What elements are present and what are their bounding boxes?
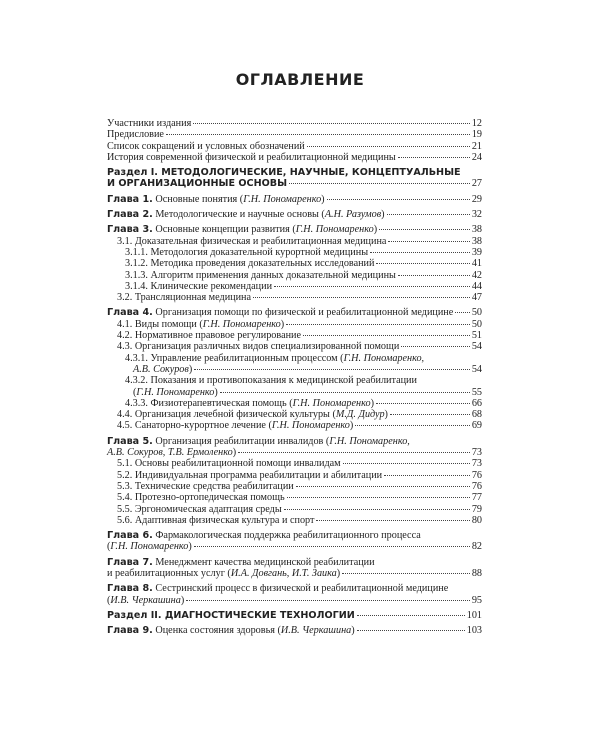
page-number: 76 (471, 480, 482, 492)
toc-text: ) (384, 409, 388, 421)
dot-leader (398, 275, 470, 276)
page-number: 38 (471, 235, 482, 247)
dot-leader (401, 346, 470, 347)
dot-leader (370, 252, 470, 253)
toc-author: И.В. Черкашина (280, 625, 352, 637)
toc-author: И.В. Черкашина (110, 594, 181, 606)
toc-text: 3.1.2. Методика проведения доказательных исследований (125, 258, 375, 270)
toc-text: 5.4. Протезно-ортопедическая помощь (117, 492, 285, 504)
page-number: 29 (471, 193, 482, 205)
toc-author: Г.Н. Пономаренко, (329, 435, 410, 447)
toc-author: Г.Н. Пономаренко, (343, 352, 425, 364)
toc-text: Участники издания (107, 118, 192, 129)
dot-leader (238, 452, 470, 453)
dot-leader (307, 146, 470, 147)
page-number: 24 (471, 151, 482, 163)
toc-text: ) (214, 386, 218, 398)
page-number: 21 (471, 140, 482, 152)
toc-entry[interactable] (107, 236, 482, 247)
toc-entry[interactable] (107, 330, 482, 341)
page-number: 19 (471, 129, 482, 141)
toc-entry[interactable] (107, 458, 482, 469)
toc-text: 5.1. Основы реабилитационной помощи инвалидам (117, 458, 341, 470)
toc-text: Список сокращений и условных обозначений (107, 140, 305, 152)
toc-text: ) (381, 209, 385, 221)
toc-author: Г.Н. Пономаренко (136, 386, 215, 398)
dot-leader (220, 392, 470, 393)
toc-entry[interactable] (107, 292, 482, 303)
toc-entry[interactable] (107, 470, 482, 481)
page-number: 27 (471, 178, 482, 190)
toc-entry[interactable] (107, 141, 482, 152)
toc-text: Сестринский процесс в физической и реабилитационной медицине (152, 583, 449, 595)
dot-leader (455, 312, 470, 313)
toc-author: И.А. Довгань, И.Т. Заика (230, 567, 337, 579)
page-number: 101 (466, 609, 482, 621)
dot-leader (388, 241, 469, 242)
toc-entry[interactable] (107, 492, 482, 503)
toc-text: ( (133, 386, 137, 398)
toc-entry[interactable] (107, 319, 482, 330)
toc-text: 4.1. Виды помощи ( (117, 318, 203, 330)
dot-leader (194, 546, 470, 547)
page-number: 39 (471, 246, 482, 258)
page-number: 73 (471, 458, 482, 470)
toc-author: Г.Н. Пономаренко (202, 318, 281, 330)
toc-entry[interactable] (107, 118, 482, 129)
toc-bold-text: Глава 6. (107, 530, 153, 542)
toc-author: Г.Н. Пономаренко (110, 541, 189, 553)
dot-leader (186, 600, 470, 601)
dot-leader (287, 497, 470, 498)
page-number: 42 (471, 269, 482, 281)
toc-entry[interactable] (107, 530, 482, 553)
toc-entry[interactable] (107, 224, 482, 235)
toc-author: Г.Н. Пономаренко (271, 420, 350, 432)
toc-author: Г.Н. Пономаренко (292, 397, 371, 409)
toc-author: А.В. Сокуров (133, 363, 189, 375)
toc-entry[interactable] (107, 247, 482, 258)
dot-leader (357, 615, 465, 616)
toc-bold-text: Раздел I. МЕТОДОЛОГИЧЕСКИЕ, НАУЧНЫЕ, КОНЦЕПТУАЛЬНЫЕ (107, 167, 461, 179)
toc-bold-text: Глава 8. (107, 583, 153, 595)
toc-text: 3.1.1. Методология доказательной курортной медицины (125, 246, 369, 258)
toc-text: Методологические и научные основы ( (152, 209, 325, 221)
toc-section-entry[interactable] (107, 610, 482, 621)
toc-text: Оценка состояния здоровья ( (152, 625, 281, 637)
toc-entry[interactable] (107, 583, 482, 606)
dot-leader (390, 414, 470, 415)
toc-entry[interactable] (107, 281, 482, 292)
dot-leader (274, 286, 470, 287)
page-number: 54 (471, 363, 482, 375)
table-of-contents (107, 118, 482, 636)
toc-text: ) (188, 541, 192, 553)
dot-leader (357, 630, 465, 631)
toc-text: 5.6. Адаптивная физическая культура и спорт (117, 514, 315, 526)
toc-text: История современной физической и реабилитационной медицины (107, 151, 396, 163)
dot-leader (343, 463, 470, 464)
dot-leader (376, 403, 470, 404)
page-number: 82 (471, 541, 482, 553)
toc-text: Фармакологическая поддержка реабилитационного процесса (152, 530, 421, 542)
dot-leader (387, 214, 470, 215)
dot-leader (194, 369, 470, 370)
toc-text: ) (280, 318, 285, 330)
page-number: 77 (471, 492, 482, 504)
dot-leader (342, 573, 470, 574)
toc-text: Предисловие (107, 129, 164, 141)
toc-text: Основные концепции развития ( (152, 224, 296, 236)
toc-author: А.В. Сокуров, Т.В. Ермоленко (107, 447, 233, 459)
toc-entry[interactable] (107, 307, 482, 318)
page-number: 68 (471, 409, 482, 421)
page-number: 88 (471, 567, 482, 579)
toc-bold-text: Глава 1. (107, 193, 153, 205)
toc-text: 3.1. Доказательная физическая и реабилитационная медицина (117, 235, 387, 247)
toc-author: М.Д. Дидур (335, 409, 385, 421)
dot-leader (284, 509, 470, 510)
toc-section-entry[interactable] (107, 167, 482, 190)
page-title: ОГЛАВЛЕНИЕ (235, 70, 365, 89)
toc-bold-text: Глава 5. (107, 435, 153, 447)
page-number: 95 (471, 594, 482, 606)
toc-entry[interactable] (107, 152, 482, 163)
toc-text: 4.4. Организация лечебной физической культуры ( (117, 409, 336, 421)
toc-text: 5.3. Технические средства реабилитации (117, 480, 294, 492)
toc-entry[interactable] (107, 481, 482, 492)
toc-entry[interactable] (107, 341, 482, 352)
dot-leader (376, 263, 469, 264)
page-number: 38 (471, 224, 482, 236)
toc-text: 4.5. Санаторно-курортное лечение ( (117, 420, 272, 432)
toc-text: 5.5. Эргономическая адаптация среды (117, 503, 282, 515)
toc-text: ) (180, 594, 185, 606)
toc-text: ) (373, 224, 378, 236)
toc-text: Организация помощи по физической и реабилитационной медицине (152, 307, 454, 319)
toc-text: 4.3.2. Показания и противопоказания к медицинской реабилитации (125, 375, 417, 387)
toc-text: ) (370, 397, 374, 409)
toc-entry[interactable] (107, 625, 482, 636)
page-number: 50 (471, 318, 482, 330)
toc-entry[interactable] (107, 398, 482, 409)
toc-text: ) (336, 567, 341, 579)
dot-leader (355, 425, 470, 426)
toc-text: 4.2. Нормативное правовое регулирование (117, 330, 302, 342)
toc-bold-text: Глава 2. (107, 209, 153, 221)
toc-bold-text: И ОРГАНИЗАЦИОННЫЕ ОСНОВЫ (107, 178, 288, 190)
toc-text: Менеджмент качества медицинской реабилитации (152, 556, 375, 568)
toc-text: 3.1.3. Алгоритм применения данных доказательной медицины (125, 269, 396, 281)
page-number: 73 (471, 447, 482, 459)
toc-bold-text: Раздел II. ДИАГНОСТИЧЕСКИЕ ТЕХНОЛОГИИ (107, 609, 355, 621)
dot-leader (316, 520, 469, 521)
toc-bold-text: Глава 3. (107, 224, 153, 236)
toc-author: Г.Н. Пономаренко (295, 224, 374, 236)
page-number: 50 (471, 307, 482, 319)
dot-leader (303, 335, 470, 336)
toc-text: 3.1.4. Клинические рекомендации (125, 280, 273, 292)
dot-leader (398, 157, 470, 158)
toc-entry[interactable] (107, 420, 482, 431)
toc-text: Организация реабилитации инвалидов ( (152, 435, 330, 447)
toc-text: и реабилитационных услуг ( (107, 567, 231, 579)
toc-text: 5.2. Индивидуальная программа реабилитации и абилитации (117, 469, 383, 481)
toc-entry[interactable] (107, 375, 482, 398)
toc-text: ) (351, 625, 355, 637)
toc-bold-text: Глава 4. (107, 307, 153, 319)
page-number: 80 (471, 514, 482, 526)
page-number: 51 (471, 330, 482, 342)
page-number: 54 (471, 341, 482, 353)
toc-entry[interactable] (107, 353, 482, 376)
toc-entry[interactable] (107, 504, 482, 515)
toc-text: ) (349, 420, 354, 432)
toc-text: 4.3.3. Физиотерапевтическая помощь ( (125, 397, 293, 409)
page-number: 12 (471, 118, 482, 129)
page-number: 41 (471, 258, 482, 270)
toc-text: Основные понятия ( (152, 193, 244, 205)
toc-entry[interactable] (107, 409, 482, 420)
toc-entry[interactable] (107, 258, 482, 269)
dot-leader (384, 475, 470, 476)
page-number: 103 (466, 625, 482, 637)
dot-leader (286, 324, 470, 325)
toc-entry[interactable] (107, 515, 482, 526)
toc-entry[interactable] (107, 270, 482, 281)
toc-bold-text: Глава 7. (107, 556, 153, 568)
toc-entry[interactable] (107, 129, 482, 140)
dot-leader (379, 229, 470, 230)
toc-entry[interactable] (107, 194, 482, 205)
toc-author: А.Н. Разумов (324, 209, 382, 221)
toc-text: 4.3.1. Управление реабилитационным процессом ( (125, 352, 344, 364)
dot-leader (289, 183, 470, 184)
toc-text: ) (321, 193, 325, 205)
page-number: 55 (471, 386, 482, 398)
toc-text: ( (107, 594, 111, 606)
toc-entry[interactable] (107, 209, 482, 220)
page-number: 76 (471, 469, 482, 481)
toc-author: Г.Н. Пономаренко (243, 193, 322, 205)
toc-entry[interactable] (107, 557, 482, 580)
toc-text: ( (107, 541, 111, 553)
toc-text: ) (232, 447, 237, 459)
dot-leader (327, 199, 470, 200)
page-number: 66 (471, 397, 482, 409)
toc-bold-text: Глава 9. (107, 625, 153, 637)
page-number: 79 (471, 503, 482, 515)
toc-text: ) (188, 363, 193, 375)
dot-leader (166, 134, 470, 135)
dot-leader (296, 486, 470, 487)
dot-leader (193, 123, 470, 124)
toc-text: 3.2. Трансляционная медицина (117, 292, 252, 304)
page-number: 69 (471, 420, 482, 432)
toc-text: 4.3. Организация различных видов специализированной помощи (117, 341, 400, 353)
toc-entry[interactable] (107, 436, 482, 459)
page-number: 32 (471, 209, 482, 221)
dot-leader (253, 297, 470, 298)
page-number: 44 (471, 280, 482, 292)
page-number: 47 (471, 292, 482, 304)
